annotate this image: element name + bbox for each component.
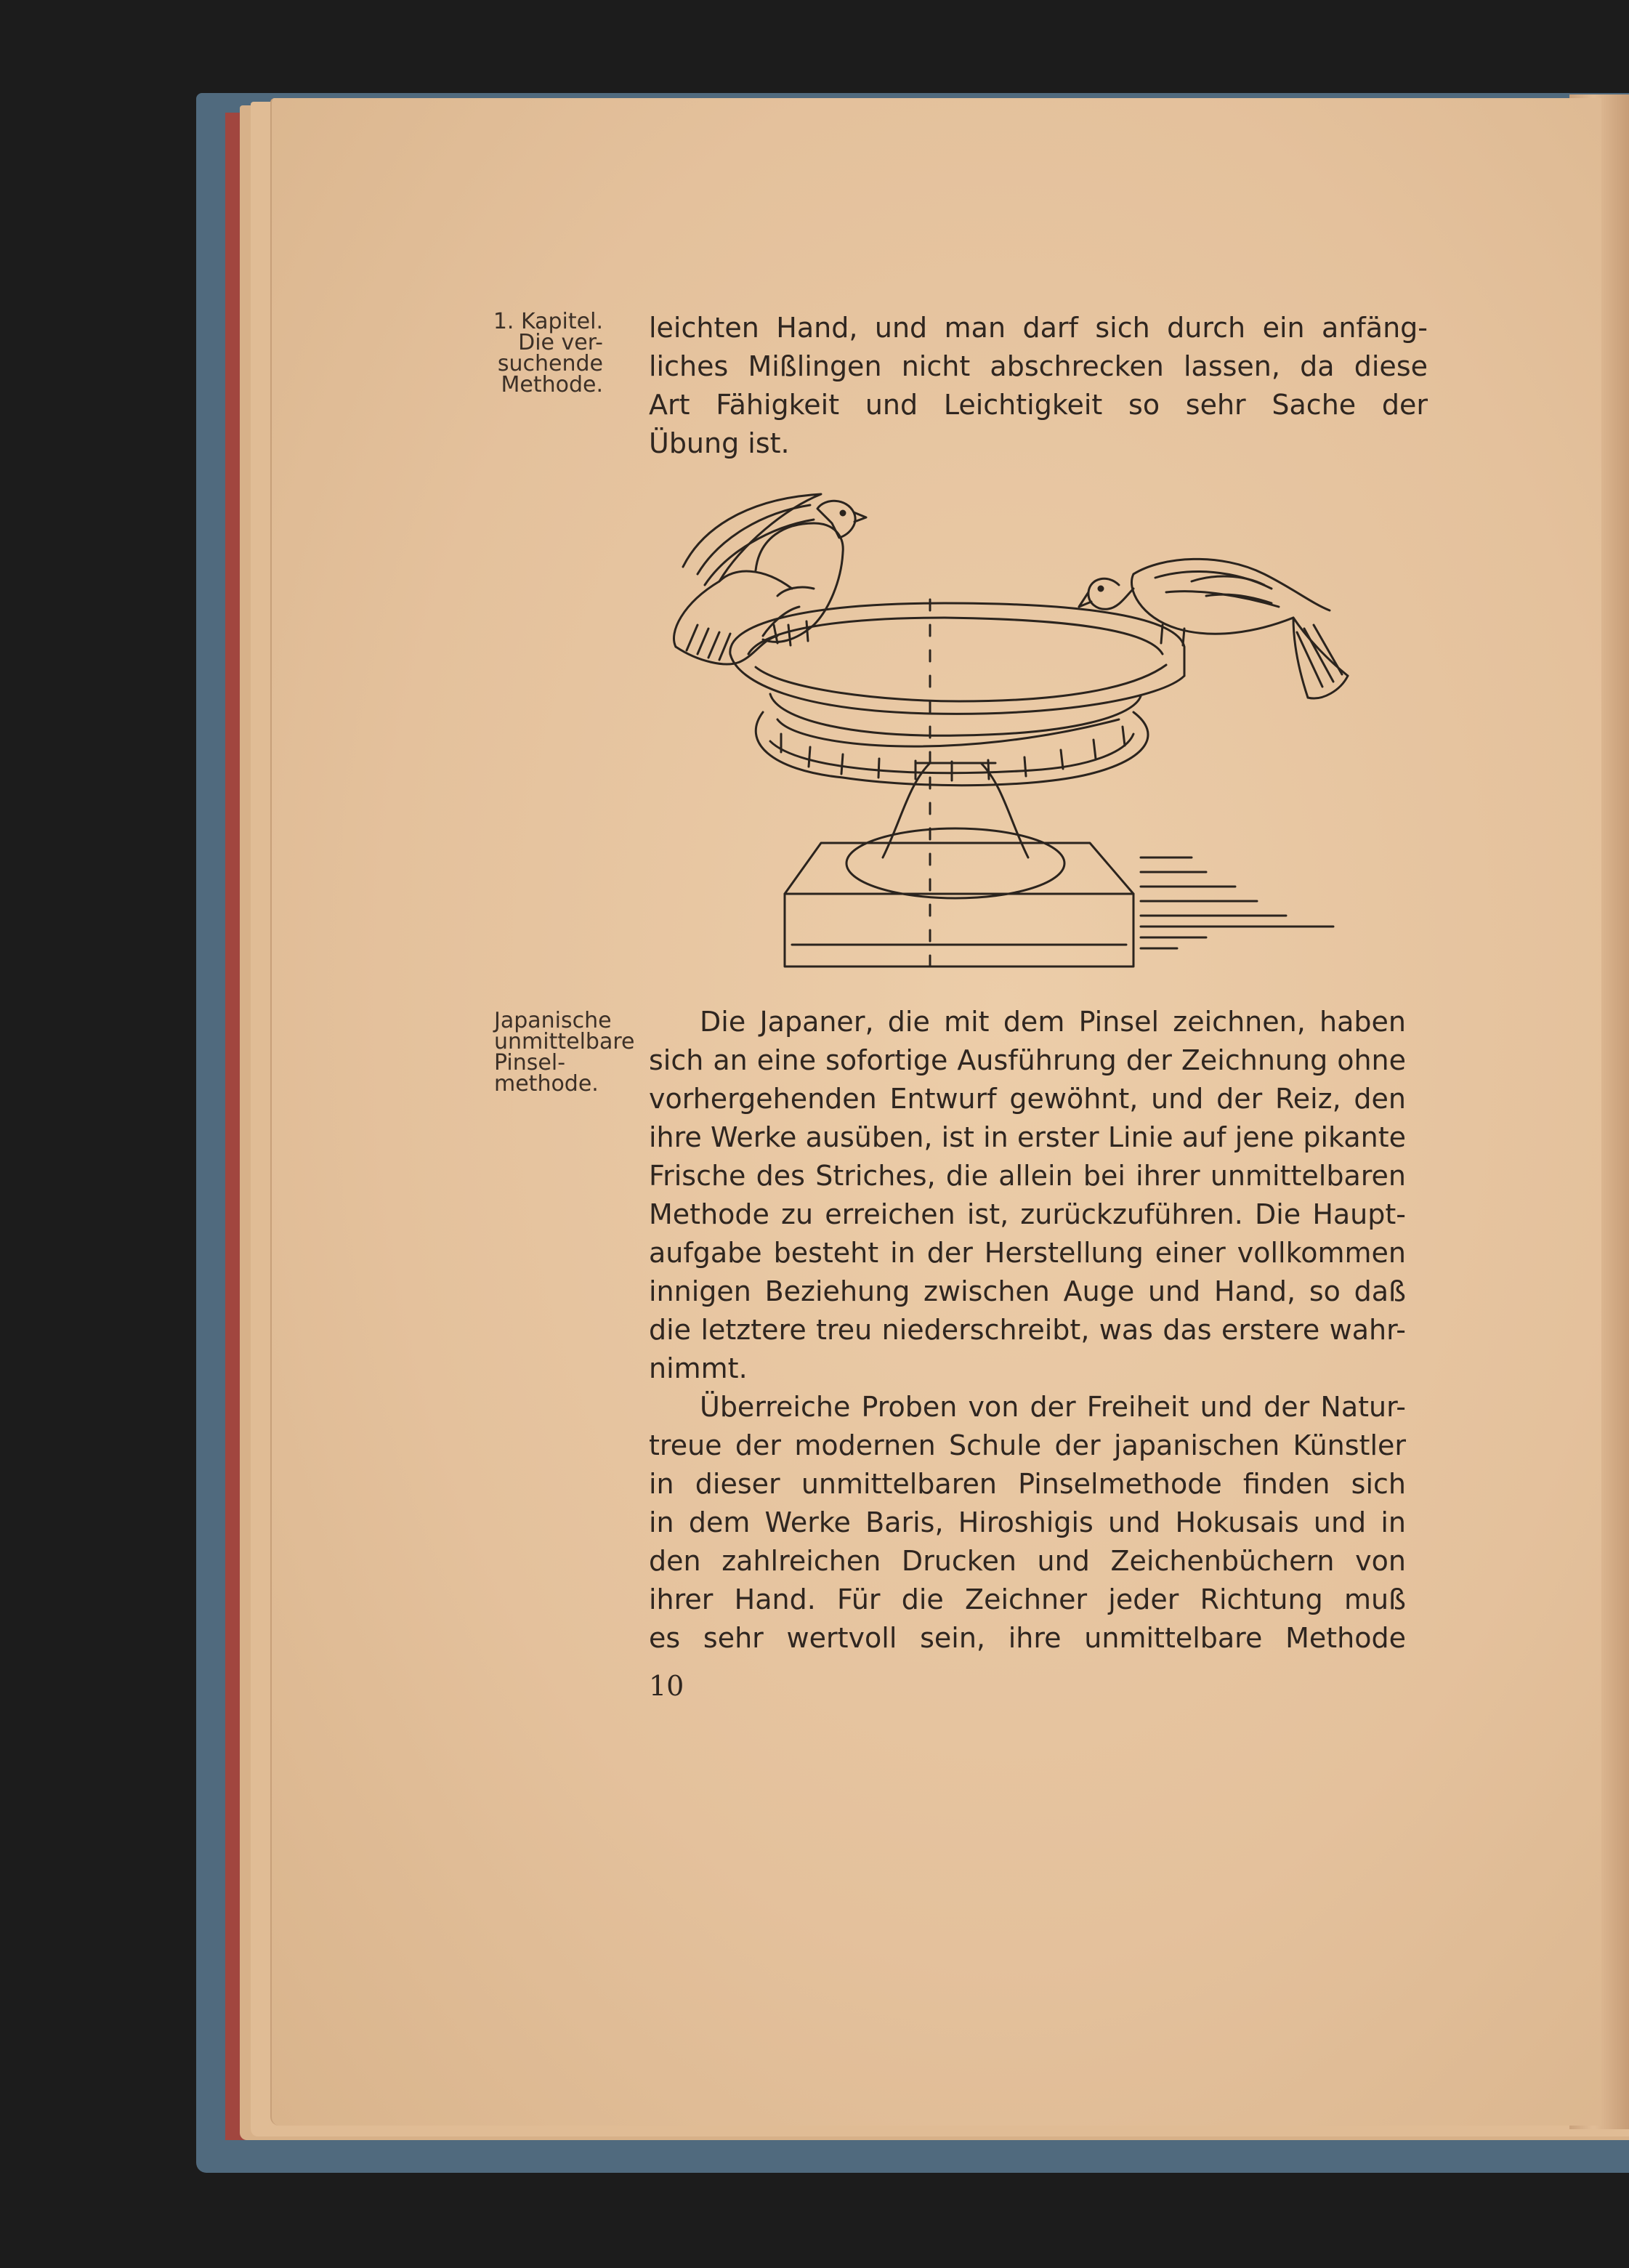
- text-line: Frische des Striches, die allein bei ihrer unmittelbaren: [649, 1160, 1406, 1192]
- text-line: Art Fähigkeit und Leichtigkeit so sehr Sache der: [649, 389, 1428, 421]
- paragraph-3: [649, 1388, 1406, 1658]
- text-line: die letztere treu niederschreibt, was das erstere wahr-: [649, 1314, 1406, 1346]
- text-line: leichten Hand, und man darf sich durch ein anfäng-: [649, 312, 1428, 344]
- paragraph-2: [649, 1003, 1406, 1388]
- paragraph-1: [649, 309, 1428, 463]
- text-line: aufgabe besteht in der Herstellung einer vollkommen: [649, 1237, 1406, 1269]
- margin-note-line: unmittelbare: [494, 1029, 635, 1054]
- page-number: 10: [649, 1670, 684, 1702]
- margin-note-chapter: [465, 311, 603, 395]
- text-line: ihre Werke ausüben, ist in erster Linie auf jene pikante: [649, 1121, 1406, 1153]
- margin-note-line: Methode.: [501, 372, 603, 397]
- margin-note-line: methode.: [494, 1071, 599, 1097]
- bird-bath-with-two-doves-drawing: [654, 480, 1351, 974]
- margin-note-line: Die ver-: [518, 330, 603, 355]
- margin-note-line: suchende: [497, 351, 603, 376]
- text-line: in dem Werke Baris, Hiroshigis und Hokusais und in: [649, 1506, 1406, 1538]
- margin-note-japanese-method: [494, 1008, 647, 1097]
- text-line: Übung ist.: [649, 427, 790, 459]
- margin-note-line: 1. Kapitel.: [493, 309, 603, 334]
- text-line: Überreiche Proben von der Freiheit und der Natur-: [700, 1391, 1406, 1423]
- text-line: innigen Beziehung zwischen Auge und Hand, so daß: [649, 1275, 1406, 1307]
- text-line: liches Mißlingen nicht abschrecken lassen, da diese: [649, 350, 1428, 382]
- text-line: es sehr wertvoll sein, ihre unmittelbare Methode: [649, 1622, 1406, 1654]
- margin-note-line: Pinsel-: [494, 1050, 566, 1076]
- text-line: treue der modernen Schule der japanischen Künstler: [649, 1429, 1406, 1461]
- text-line: vorhergehenden Entwurf gewöhnt, und der Reiz, den: [649, 1083, 1406, 1115]
- text-line: den zahlreichen Drucken und Zeichenbüchern von: [649, 1545, 1406, 1577]
- text-line: ihrer Hand. Für die Zeichner jeder Richtung muß: [649, 1583, 1406, 1615]
- text-line: nimmt.: [649, 1352, 748, 1384]
- margin-note-line: Japanische: [494, 1008, 612, 1033]
- text-line: Die Japaner, die mit dem Pinsel zeichnen, haben: [700, 1006, 1406, 1038]
- text-line: sich an eine sofortige Ausführung der Zeichnung ohne: [649, 1044, 1406, 1076]
- text-line: Methode zu erreichen ist, zurückzuführen. Die Haupt-: [649, 1198, 1406, 1230]
- text-line: in dieser unmittelbaren Pinselmethode finden sich: [649, 1468, 1406, 1500]
